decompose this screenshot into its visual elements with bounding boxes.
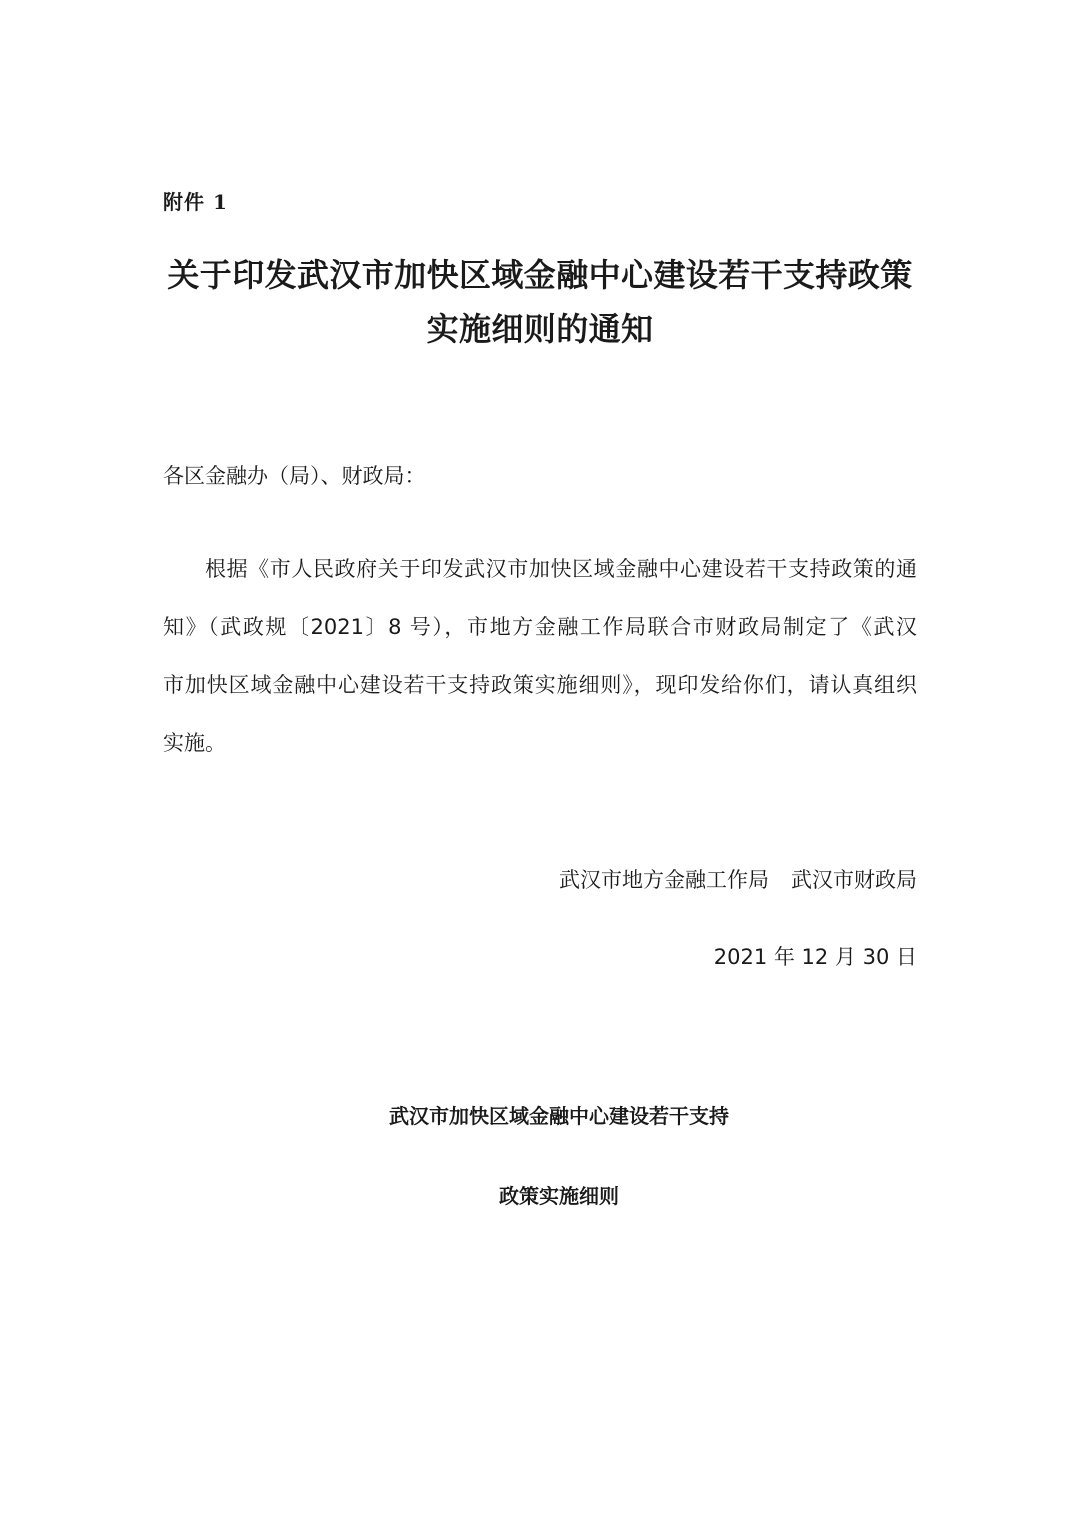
body-line-4: 实施。: [163, 731, 226, 755]
notice-title-line-1: 关于印发武汉市加快区域金融中心建设若干支持政策: [167, 256, 913, 294]
attachment-label: 附件 1: [163, 190, 228, 214]
notice-title-line-2: 实施细则的通知: [426, 310, 654, 348]
notice-title: [163, 248, 917, 356]
signatories: [559, 866, 917, 894]
salutation: 各区金融办（局）、财政局：: [163, 464, 426, 488]
sign-date: 2021 年 12 月 30 日: [713, 945, 917, 969]
body-line-1: 根据《市人民政府关于印发武汉市加快区域金融中心建设若干支持政策的通: [205, 557, 917, 581]
signatory-finance-bureau: 武汉市财政局: [791, 868, 917, 892]
body-line-3: 市加快区域金融中心建设若干支持政策实施细则》，现印发给你们，请认真组织: [163, 673, 917, 697]
rules-title-line-1: 武汉市加快区域金融中心建设若干支持: [389, 1104, 729, 1128]
signatory-finance-work-bureau: 武汉市地方金融工作局: [559, 868, 769, 892]
body-line-2: 知》（武政规〔2021〕8 号），市地方金融工作局联合市财政局制定了《武汉: [163, 615, 917, 639]
body-paragraph: [163, 540, 917, 772]
rules-title-line-2: 政策实施细则: [499, 1184, 619, 1208]
